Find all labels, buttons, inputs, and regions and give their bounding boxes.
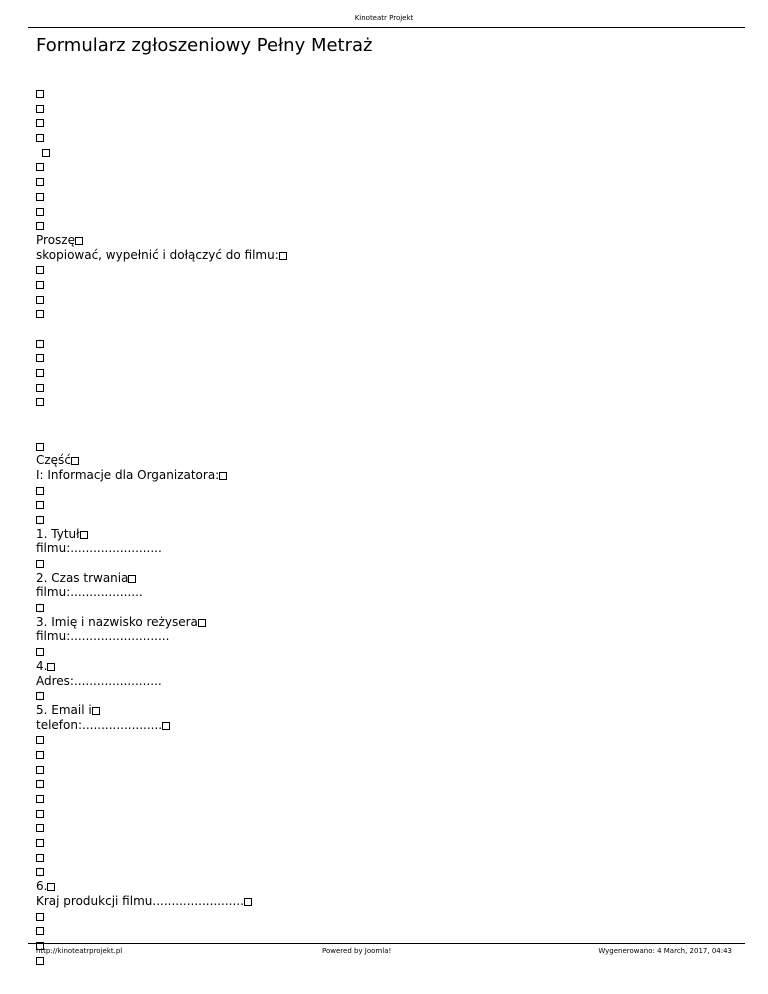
section-heading-text-1: Część — [36, 453, 71, 468]
page-title: Formularz zgłoszeniowy Pełny Metraż — [36, 35, 373, 56]
empty-line — [36, 600, 736, 615]
empty-line — [36, 277, 736, 292]
question-6-text: 6. — [36, 879, 48, 894]
missing-glyph-box — [36, 296, 44, 304]
missing-glyph-box — [128, 575, 136, 583]
missing-glyph-box — [36, 163, 44, 171]
missing-glyph-box — [36, 736, 44, 744]
question-4-text: 4. — [36, 658, 48, 673]
empty-line — [36, 380, 736, 395]
missing-glyph-box — [36, 134, 44, 142]
missing-glyph-box — [36, 443, 44, 451]
empty-line — [36, 776, 736, 791]
empty-line — [36, 145, 736, 160]
section-heading-2 — [36, 468, 736, 483]
missing-glyph-box — [36, 193, 44, 201]
empty-line — [36, 747, 736, 762]
question-5-text: 5. Email i — [36, 702, 92, 717]
missing-glyph-box — [36, 208, 44, 216]
missing-glyph-box — [36, 766, 44, 774]
instruction-line-2 — [36, 248, 736, 263]
instruction-line-1 — [36, 233, 736, 248]
question-2-text: 2. Czas trwania — [36, 570, 129, 585]
empty-line — [36, 806, 736, 821]
missing-glyph-box — [36, 266, 44, 274]
question-3-label — [36, 615, 736, 630]
missing-glyph-box — [75, 237, 83, 245]
empty-line — [36, 365, 736, 380]
missing-glyph-box — [36, 105, 44, 113]
empty-line — [36, 556, 736, 571]
empty-line — [36, 292, 736, 307]
question-6-field — [36, 894, 736, 909]
missing-glyph-box — [42, 149, 50, 157]
missing-glyph-box — [47, 663, 55, 671]
empty-line — [36, 909, 736, 924]
blank-lines — [36, 409, 736, 438]
missing-glyph-box — [279, 252, 287, 260]
missing-glyph-box — [36, 310, 44, 318]
missing-glyph-box — [36, 868, 44, 876]
missing-glyph-box — [92, 707, 100, 715]
missing-glyph-box — [36, 384, 44, 392]
missing-glyph-box — [36, 487, 44, 495]
missing-glyph-box — [80, 531, 88, 539]
footer-powered-by: Powered by Joomla! — [322, 947, 392, 955]
question-1-text: 1. Tytuł — [36, 526, 80, 541]
empty-line — [36, 688, 736, 703]
question-2-label — [36, 571, 736, 586]
empty-line — [36, 115, 736, 130]
empty-line — [36, 762, 736, 777]
question-6-field-text: Kraj produkcji filmu........................ — [36, 893, 244, 908]
empty-line — [36, 512, 736, 527]
missing-glyph-box — [71, 457, 79, 465]
missing-glyph-box — [162, 722, 170, 730]
missing-glyph-box — [36, 340, 44, 348]
missing-glyph-box — [36, 119, 44, 127]
missing-glyph-box — [36, 751, 44, 759]
empty-line — [36, 439, 736, 454]
section-heading-text-2: I: Informacje dla Organizatora: — [36, 467, 220, 482]
question-1-label — [36, 527, 736, 542]
empty-line — [36, 204, 736, 219]
empty-line — [36, 791, 736, 806]
missing-glyph-box — [36, 354, 44, 362]
empty-line — [36, 101, 736, 116]
empty-line — [36, 350, 736, 365]
section-heading-1 — [36, 453, 736, 468]
site-header: Kinoteatr Projekt — [354, 14, 414, 22]
missing-glyph-box — [244, 898, 252, 906]
empty-line — [36, 130, 736, 145]
missing-glyph-box — [36, 501, 44, 509]
blank-line — [36, 321, 736, 336]
instruction-text-2: skopiować, wypełnić i dołączyć do filmu: — [36, 247, 279, 262]
empty-line — [36, 835, 736, 850]
empty-line — [36, 159, 736, 174]
missing-glyph-box — [36, 369, 44, 377]
empty-line — [36, 306, 736, 321]
missing-glyph-box — [36, 398, 44, 406]
missing-glyph-box — [47, 883, 55, 891]
missing-glyph-box — [36, 178, 44, 186]
question-6-label — [36, 879, 736, 894]
missing-glyph-box — [36, 795, 44, 803]
empty-line — [36, 394, 736, 409]
missing-glyph-box — [36, 560, 44, 568]
empty-line — [36, 336, 736, 351]
empty-line — [36, 262, 736, 277]
missing-glyph-box — [198, 619, 206, 627]
missing-glyph-box — [36, 824, 44, 832]
empty-line — [36, 218, 736, 233]
missing-glyph-box — [36, 854, 44, 862]
question-5-field-text: telefon:..................... — [36, 717, 163, 732]
missing-glyph-box — [36, 222, 44, 230]
footer-generated-date: Wygenerowano: 4 March, 2017, 04:43 — [598, 947, 732, 955]
missing-glyph-box — [36, 604, 44, 612]
empty-line — [36, 864, 736, 879]
missing-glyph-box — [36, 281, 44, 289]
empty-line — [36, 483, 736, 498]
missing-glyph-box — [36, 913, 44, 921]
missing-glyph-box — [36, 810, 44, 818]
empty-line — [36, 86, 736, 101]
empty-line — [36, 497, 736, 512]
missing-glyph-box — [36, 516, 44, 524]
footer-url[interactable]: http://kinoteatrprojekt.pl — [36, 947, 123, 955]
header-divider — [28, 27, 745, 28]
question-5-field — [36, 718, 736, 733]
empty-line — [36, 189, 736, 204]
missing-glyph-box — [36, 648, 44, 656]
question-4-label — [36, 659, 736, 674]
empty-line — [36, 174, 736, 189]
missing-glyph-box — [36, 957, 44, 965]
empty-line — [36, 732, 736, 747]
missing-glyph-box — [36, 780, 44, 788]
question-5-label — [36, 703, 736, 718]
empty-line — [36, 644, 736, 659]
question-1-field: filmu:........................ — [36, 541, 162, 556]
question-3-field: filmu:.......................... — [36, 629, 170, 644]
empty-line — [36, 850, 736, 865]
missing-glyph-box — [36, 90, 44, 98]
footer-divider — [28, 943, 745, 944]
missing-glyph-box — [36, 927, 44, 935]
question-2-field: filmu:................... — [36, 585, 143, 600]
question-3-text: 3. Imię i nazwisko reżysera — [36, 614, 198, 629]
missing-glyph-box — [36, 692, 44, 700]
instruction-text-1: Proszę — [36, 232, 75, 247]
form-content — [36, 86, 736, 967]
empty-line — [36, 820, 736, 835]
missing-glyph-box — [219, 472, 227, 480]
missing-glyph-box — [36, 839, 44, 847]
empty-line — [36, 923, 736, 938]
question-4-field: Adres:....................... — [36, 673, 162, 688]
